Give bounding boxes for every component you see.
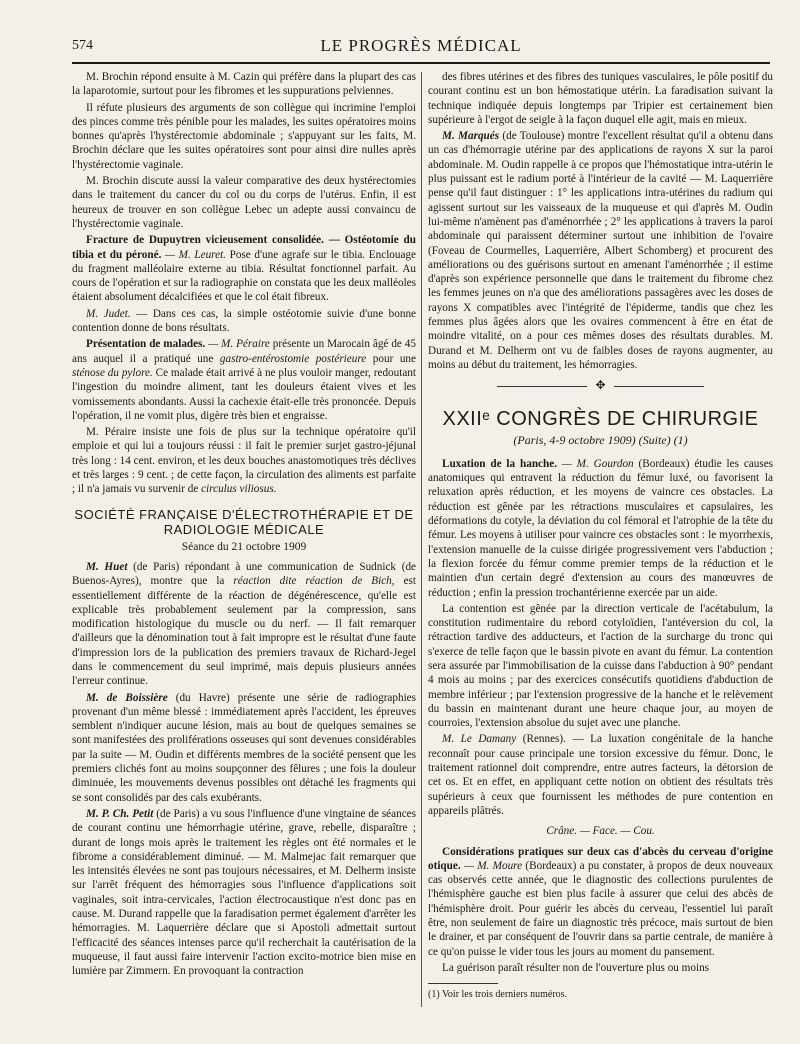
author-name: M. Judet.	[86, 307, 131, 320]
italic-term: réaction dite réaction de Bich,	[233, 575, 395, 588]
footnote: (1) Voir les trois derniers numéros.	[428, 989, 568, 1001]
author-name: M. de Boissière	[86, 691, 168, 704]
paragraph: Il réfute plusieurs des arguments de son collègue qui incrimine l'emploi des pinces comme très pénible pour les malades, les suites opératoires moins bonnes qu'après l'hystérectomie abdominale ; s'appuyant sur les faits, M. Brochin déclare que les suites opératoires sont pour ainsi dire nulles après l'hystérectomie vaginale.	[72, 101, 416, 171]
paragraph-heading: Considérations pratiques sur deux cas d'abcès du cerveau d'origine otique.	[428, 845, 773, 872]
paragraph-text: (Bordeaux) a pu constater, à propos de deux nouveaux cas observés cette année, que le diagnostic des collections purulentes de l'hémisphère gauche est bien plus facile à assurer que celui des abcès de l'hémisphère droit. Pour guérir les abcès du cerveau, l'essentiel lui paraît être, non seulement de faire un diagnostic très précoce, mais surtout de bien le drainer, et par conséquent de l'ouvrir dans sa partie centrale, de manière à ce qu'on puisse le vider tous les jours au moment du pansement.	[428, 859, 774, 958]
paragraph	[72, 425, 416, 496]
right-column	[428, 70, 773, 1005]
paragraph	[428, 457, 773, 600]
author-name: M. Le Damany	[442, 733, 517, 746]
paragraph: M. Brochin répond ensuite à M. Cazin qui préfère dans la plupart des cas la laparotomie, surtout pour les fibromes et les suppurations pelviennes.	[72, 71, 416, 98]
author-name: M. Huet	[86, 560, 128, 573]
section-title: SOCIÉTÉ FRANÇAISE D'ÉLECTROTHÉRAPIE ET DE RADIOLOGIE MÉDICALE	[74, 506, 414, 537]
paragraph-text: Pose d'une agrafe sur le tibia. Enclouage du fragment malléolaire externe au tibia. Résultat fonctionnel parfait. Au cours de l'opération et sur la radiographie on constata que les deux malléoles étaient absolument décalcifiées et que le col était fibreux.	[72, 248, 417, 304]
paragraph	[428, 845, 773, 959]
paragraph	[72, 560, 416, 689]
rubric-heading: Crâne. — Face. — Cou.	[546, 825, 655, 838]
paragraph-text: (Bordeaux) étudie les causes anatomiques qui entravent la réduction du fémur luxé, ou favorisent la reluxation après réduction, et les moyens de vaincre ces obstacles. La réduction est gênée par les rétractions musculaires et capsulaires, les déformations du cotyle, la déviation du col fémoral et l'atrophie de la tête du fémur. Les moyens à utiliser pour vaincre ces obstacles sont : le myorrhexis, l'extension manuelle de la cuisse dirigée progressivement vers l'abduction ; la flexion forcée du fémur comme premier temps de la réduction et le maintien d'un certain degré d'extension au cours des manœuvres de réduction ; enfin la pression trochantérienne exercée par un aide.	[428, 457, 774, 599]
paragraph-text: Ce malade était arrivé à ne plus vouloir manger, redoutant l'ingestion du moindre aliment, tant les douleurs étaient vives et les vomissements abondants. Aussi la cachexie était-elle très prononcée. Depuis l'opération, il ne vomit plus, digère très bien et engraisse.	[72, 366, 417, 422]
author-name: — M. Leuret.	[165, 248, 226, 261]
paragraph-text: (de Paris) répondant à une communication de Sudnick (de Buenos-Ayres), montre que la	[72, 560, 416, 588]
author-name: — M. Gourdon	[561, 457, 634, 470]
footnote-rule	[428, 983, 498, 984]
paragraph	[72, 233, 416, 304]
paragraph-text: est essentiellement différente de la réaction de dégénérescence, qu'elle est explicable très probablement seulement par la compression, sans modification histologique du muscle ou du nerf. — Il fait remarquer d'ailleurs que la dénomination tout à fait impropre est le résultat d'une faute d'impression lors de la publication des premiers travaux de Richard-Jegel dans le commencement du seul imprimé, mais depuis plusieurs années l'erreur continue.	[72, 575, 417, 688]
italic-term: circulus viliosus.	[201, 483, 277, 496]
italic-term: sténose du pylore.	[72, 366, 153, 379]
congress-title: XXIIᵉ CONGRÈS DE CHIRURGIE	[442, 407, 759, 430]
column-divider	[421, 72, 422, 1007]
ornament-divider: ✥	[428, 378, 773, 392]
congress-subtitle: (Paris, 4-9 octobre 1909) (Suite) (1)	[513, 432, 688, 447]
left-column	[72, 70, 416, 981]
paragraph-heading: Fracture de Dupuytren vicieusement consolidée. — Ostéotomie du tibia et du péroné.	[72, 234, 416, 261]
paragraph	[72, 691, 416, 805]
author-name: M. Marqués	[442, 130, 500, 143]
paragraph: La guérison paraît résulter non de l'ouverture plus ou moins	[442, 961, 710, 974]
journal-title: LE PROGRÈS MÉDICAL	[320, 36, 522, 55]
page-number: 574	[72, 38, 93, 53]
page-header	[72, 32, 770, 58]
paragraph: La contention est gênée par la direction verticale de l'acétabulum, la constitution rudimentaire du rebord cotyloïdien, l'antéversion du col, la rétraction tardive des adducteurs, et l'action de la surcharge du tronc qui s'exerce de telle façon que le bassin pivote en avant du fémur. La contention sera assurée par l'immobilisation de la cuisse dans l'abduction à 90° pendant 4 mois au moins ; par des exercices consécutifs quotidiens d'abduction de membre inférieur ; par l'extension progressive de la hanche et le relèvement du bassin en maintenant durant une heure chaque jour, au moyen de courroies, l'extension absolue du sujet avec une planche.	[428, 602, 773, 730]
author-name: — M. Moure	[463, 859, 523, 872]
paragraph	[72, 807, 416, 979]
paragraph-text: M. Péraire insiste une fois de plus sur la technique opératoire qu'il emploie et qui lui a toujours réussi : il fait le premier surjet gastro-jéjunal très long : 14 cent. environ, et les deux bouches anastomotiques très déclives et très larges : 9 cent. ; de cette façon, la circulation des aliments est parfaite ; il n'a jamais vu survenir de	[72, 426, 416, 496]
paragraph-heading: Présentation de malades.	[86, 338, 206, 351]
session-date: Séance du 21 octobre 1909	[181, 540, 307, 553]
paragraph	[72, 307, 416, 336]
paragraph-text: pour une	[372, 352, 416, 365]
paragraph-heading: Luxation de la hanche.	[442, 457, 557, 470]
paragraph: des fibres utérines et des fibres des tuniques vasculaires, le pôle positif du courant continu est un bon hémostatique utérin. La faradisation suivant la technique indiquée depuis longtemps par Tripier est certainement bien supérieure à l'ergot de seigle à la façon duquel elle agit, mais en mieux.	[428, 71, 773, 126]
paragraph-text: (de Paris) a vu sous l'influence d'une vingtaine de séances de courant continu une hémorrhagie utérine, grave, rebelle, disparaître ; durant de longs mois après le traitement les règles ont été normales et le fibrome a considérablement diminué. — M. Malmejac fait remarquer que les intensités élevées ne sont pas toujours nécessaires, et M. Delherm insiste sur l'arrêt fréquent des hémorragies sous l'influence d'applications soit vaginales, soit intra-cervicales, l'action électrocaustique n'est donc pas en cause. M. Durand rappelle que la faradisation permet également d'arrêter les hémorragies. M. Laquerrière déclare que si Apostoli admettait surtout l'efficacité des séances intenses parce qu'il recherchait la cautérisation de la muqueuse, il faut aussi faire intervenir l'action excito-motrice bien mise en lumière par Zimmern. En provoquant la contraction	[72, 807, 416, 978]
paragraph	[428, 732, 773, 818]
paragraph-text: (du Havre) présente une série de radiographies provenant d'un même blessé : immédiatement après l'accident, les épreuves semblent n'indiquer aucune lésion, mais au bout de quelques semaines se sont manifestées des proliférations osseuses qui sont devenues considérables par la suite — M. Oudin et différents membres de la société pensent que les premiers clichés font au moins soupçonner des fêlures ; une fois la douleur diminuée, les mouvements devenus possibles ont détaché les fragments qui se sont consolidés par des cals exubérants.	[72, 691, 416, 804]
paragraph	[72, 337, 416, 423]
italic-term: gastro-entérostomie postérieure	[219, 352, 367, 365]
paragraph: M. Brochin discute aussi la valeur comparative des deux hystérectomies dans le traitement du cancer du col ou du corps de l'utérus. Enfin, il est heureux de trouver en son collègue Lebec un adepte aussi convaincu de l'hystérectomie vaginale.	[72, 175, 416, 230]
author-name: M. P. Ch. Petit	[86, 807, 154, 820]
paragraph	[428, 129, 773, 372]
paragraph-text: — Dans ces cas, la simple ostéotomie suivie d'une bonne contention donne de bons résultats.	[72, 307, 416, 335]
paragraph-text: (de Toulouse) montre l'excellent résultat qu'il a obtenu dans un cas d'hémorragie utérine par des applications de rayons X sur la paroi abdominale. M. Oudin rappelle à ce propos que l'hémostatique intra-utérin le plus puissant est le radium porté à l'intérieur de la cavité — M. Laquerrière pense qu'il faut distinguer : 1° les applications intra-utérines du radium qui agissent surtout sur les vaisseaux de la muqueuse et qui d'après M. Oudin lui-même n'amènent pas d'aménorrhée ; 2° les applications à travers la paroi abdominale qui paraissent déterminer surtout une inhibition de l'ovaire (Foveau de Courmelles, Laquerrière, Albert Schomberg) et procurent des améliorations ou des guérisons surtout en amenant l'aménorrhée ; il estime d'après son expérience personnelle que dans le traitement du fibrome chez les femmes jeunes on n'a que des améliorations passagères avec les doses de rayons X compatibles avec l'intégrité de l'épiderme, tandis que chez les femmes plus âgées alors que les ovaires commencent à être en état de moindre vitalité, on a pour ces mêmes doses des résultats durables. M. Durand et M. Delherm ont vu de faibles doses de rayons augmenter, au moins au début du traitement, les hémorragies.	[428, 130, 774, 371]
header-rule	[72, 62, 770, 64]
paragraph-text: présente un Marocain âgé de 45 ans auquel il a pratiqué une	[72, 338, 416, 365]
paragraph-text: (Rennes). — La luxation congénitale de la hanche reconnaît pour cause principale une torsion excessive du fémur. Donc, le traitement rationnel doit comprendre, entre autres facteurs, la détorsion de cet os. Et en effet, en appliquant cette notion on obtient des résultats très supérieurs à ceux que fournissent les méthodes de pure contention en appareils plâtrés.	[428, 733, 774, 817]
author-name: — M. Péraire	[208, 338, 270, 351]
